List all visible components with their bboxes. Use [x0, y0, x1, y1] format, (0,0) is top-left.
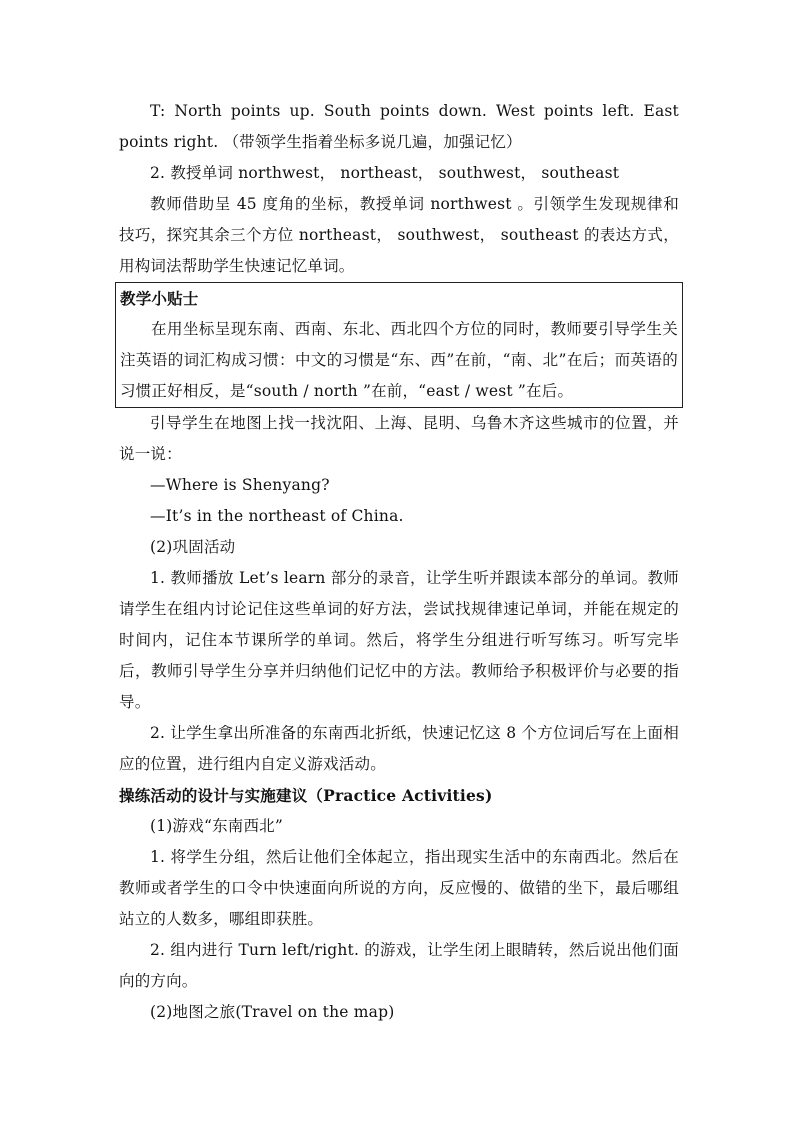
- paragraph-direction-chant: T: North points up. South points down. West points left. East points right. （带领学生指着坐标多说几遍，加强记忆）: [119, 102, 679, 151]
- document-page: [119, 96, 679, 1028]
- paragraph-map-cities: 引导学生在地图上找一找沈阳、上海、昆明、乌鲁木齐这些城市的位置，并说一说：: [119, 414, 679, 463]
- paragraph-consolidation-2: 2. 让学生拿出所准备的东南西北折纸，快速记忆这 8 个方位词后写在上面相应的位置，进行组内自定义游戏活动。: [119, 724, 679, 773]
- subheading-consolidation: (2)巩固活动: [150, 538, 236, 556]
- dialogue-question: —Where is Shenyang?: [150, 476, 330, 494]
- teaching-tip-title: 教学小贴士: [120, 289, 199, 308]
- paragraph-teach-northwest: 教师借助呈 45 度角的坐标，教授单词 northwest 。引领学生发现规律和技巧，探究其余三个方位 northeast， southwest， southeast 的表达方式，用构词法帮助学生快速记忆单词。: [119, 195, 679, 275]
- section-heading-practice: 操练活动的设计与实施建议（Practice Activities): [119, 786, 493, 805]
- subheading-map-travel: (2)地图之旅(Travel on the map): [150, 1003, 395, 1021]
- paragraph-consolidation-1: 1. 教师播放 Let’s learn 部分的录音，让学生听并跟读本部分的单词。教师请学生在组内讨论记住这些单词的好方法，尝试找规律速记单词，并能在规定的时间内，记住本节课所学的单词。然后，将学生分组进行听写练习。听写完毕后，教师引导学生分享并归纳他们记忆中的方法。教师给予积极评价与必要的指导。: [119, 569, 679, 711]
- teaching-tip-box: [115, 282, 683, 408]
- paragraph-game-1: 1. 将学生分组，然后让他们全体起立，指出现实生活中的东南西北。然后在教师或者学生的口令中快速面向所说的方向，反应慢的、做错的坐下，最后哪组站立的人数多，哪组即获胜。: [119, 848, 679, 928]
- subheading-game: (1)游戏“东南西北”: [150, 817, 284, 835]
- teaching-tip-body: 在用坐标呈现东南、西南、东北、西北四个方位的同时，教师要引导学生关注英语的词汇构成习惯：中文的习惯是“东、西”在前，“南、北”在后；而英语的习惯正好相反，是“south / north ”在前，“east / west ”在后。: [120, 320, 678, 400]
- dialogue-answer: —It’s in the northeast of China.: [150, 507, 404, 525]
- paragraph-game-2: 2. 组内进行 Turn left/right. 的游戏，让学生闭上眼睛转，然后说出他们面向的方向。: [119, 941, 679, 990]
- paragraph-teach-words-heading: 2. 教授单词 northwest， northeast， southwest， southeast: [150, 164, 620, 182]
